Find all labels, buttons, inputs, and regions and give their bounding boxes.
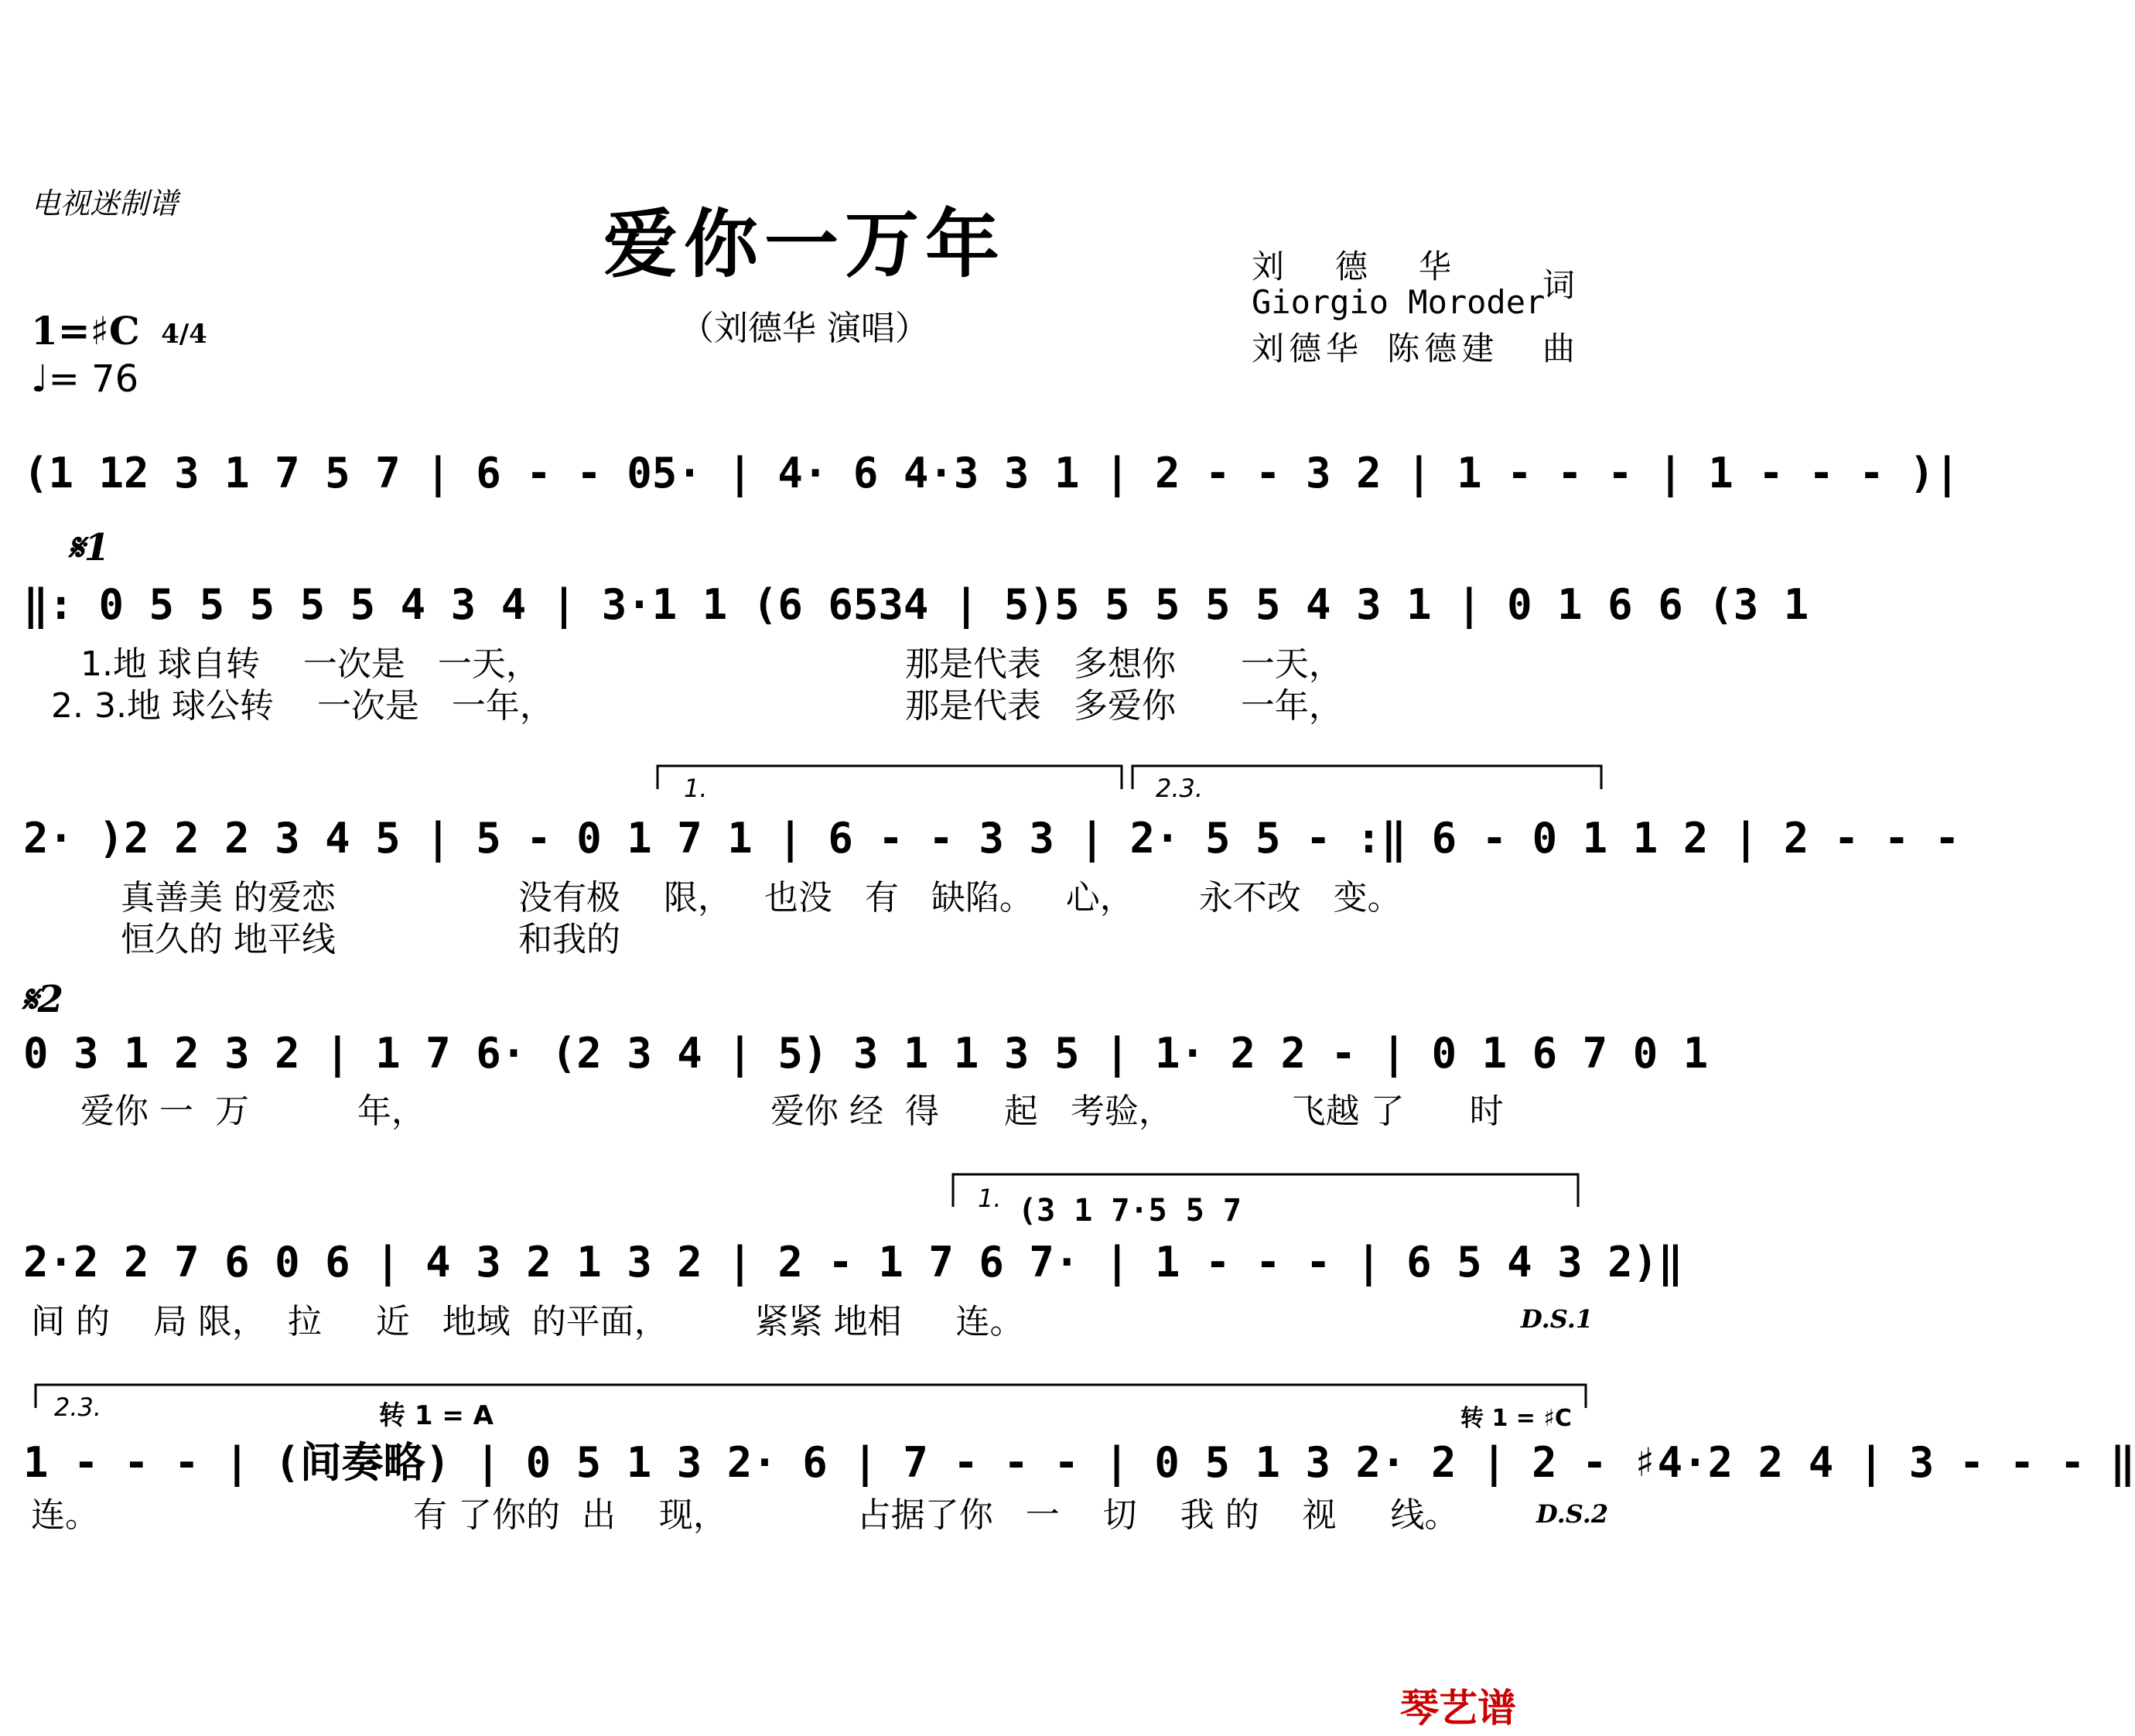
site-logo: 琴艺谱 — [1400, 1686, 1516, 1731]
lyric-r4a: 爱你 一 万 年， — [80, 1092, 425, 1131]
lyric-verse2-a: 2. 3.地 球公转 一次是 一年， — [51, 686, 554, 726]
lyric-verse1-a: 1.地 球自转 一次是 一天， — [80, 644, 540, 684]
lyric-verse2-b: 那是代表 多爱你 一年， — [905, 686, 1343, 726]
lyrics-label: 词 — [1542, 266, 1576, 304]
lyricist2-credit: Giorgio Moroder — [1252, 283, 1546, 321]
small-notes: (3 1 7·5 5 7 — [1018, 1193, 1242, 1229]
lyric-r5: 间 的 局 限， 拉 近 地域 的平面， 紧紧 地相 连。 — [31, 1302, 1024, 1341]
key-label: 1=♯C — [31, 308, 140, 354]
score-row-5: 2·2 2 7 6 0 6 | 4 3 2 1 3 2 | 2 - 1 7 6 7· | 1 - - - | 6 5 4 3 2)‖ — [23, 1238, 1683, 1287]
ending-1-label-b: 1. — [978, 1184, 1002, 1213]
score-row-4: 0 3 1 2 3 2 | 1 7 6· (2 3 4 | 5) 3 1 1 3 5 | 1· 2 2 - | 0 1 6 7 0 1 — [23, 1029, 1709, 1078]
lyric-r3b2: 和我的 — [518, 920, 620, 959]
score-row-1: (1 12 3 1 7 5 7 | 6 - - 05· | 4· 6 4·3 3 1 | 2 - - 3 2 | 1 - - - | 1 - - - )| — [23, 449, 1960, 497]
time-signature: 4/4 — [161, 319, 207, 350]
volta-23-row3 — [1132, 766, 1601, 789]
modulation-a: 转 1 = A — [379, 1400, 494, 1431]
score-row-6: 1 - - - | (间奏略) | 0 5 1 3 2· 6 | 7 - - - | 0 5 1 3 2· 2 | 2 - ♯4·2 2 4 | 3 - - - ‖ — [23, 1438, 2135, 1487]
volta-1-row5 — [953, 1174, 1578, 1207]
volta-23-row6 — [36, 1385, 1586, 1408]
source-label: 电视迷制谱 — [31, 186, 179, 220]
ds1-mark: D.S.1 — [1521, 1304, 1594, 1334]
lyric-r3a2: 没有极 限， 也没 有 缺陷。 心， 永不改 变。 — [518, 878, 1402, 918]
music-label: 曲 — [1542, 330, 1576, 367]
lyric-r6a: 连。 — [31, 1495, 99, 1535]
ending-23-label-b: 2.3. — [54, 1393, 102, 1422]
lyric-r4b: 爱你 经 得 起 考验， 飞越 了 时 — [770, 1092, 1504, 1131]
composer-credit: 刘德华 陈德建 — [1252, 330, 1499, 367]
song-title: 爱你一万年 — [603, 200, 1006, 288]
lyricist-credit: 刘 德 华 — [1252, 248, 1461, 285]
performer-subtitle: （刘德华 演唱） — [680, 309, 929, 348]
volta-1-row3 — [658, 766, 1122, 789]
ds2-mark: D.S.2 — [1536, 1499, 1609, 1529]
ending-1-label: 1. — [684, 774, 708, 803]
lyric-verse1-b: 那是代表 多想你 一天， — [905, 644, 1343, 684]
lyric-r3b: 恒久的 地平线 — [121, 920, 336, 959]
score-row-3: 2· )2 2 2 3 4 5 | 5 - 0 1 7 1 | 6 - - 3 3 | 2· 5 5 - :‖ 6 - 0 1 1 2 | 2 - - - — [23, 814, 1960, 863]
score-row-2: ‖: 0 5 5 5 5 5 4 3 4 | 3·1 1 (6 6534 | 5)5 5 5 5 5 4 3 1 | 0 1 6 6 (3 1 — [23, 580, 1809, 629]
modulation-c: 转 1 = ♯C — [1460, 1405, 1572, 1432]
lyric-r6b: 有 了你的 出 现， 占据了你 一 切 我 的 视 线。 — [413, 1495, 1459, 1535]
ending-23-label: 2.3. — [1156, 774, 1204, 803]
lyric-r3a: 真善美 的爱恋 — [121, 878, 336, 918]
tempo-marking: ♩= 76 — [31, 357, 139, 401]
segno-1: 𝄋1 — [68, 526, 111, 569]
segno-2: 𝄋2 — [22, 978, 64, 1021]
